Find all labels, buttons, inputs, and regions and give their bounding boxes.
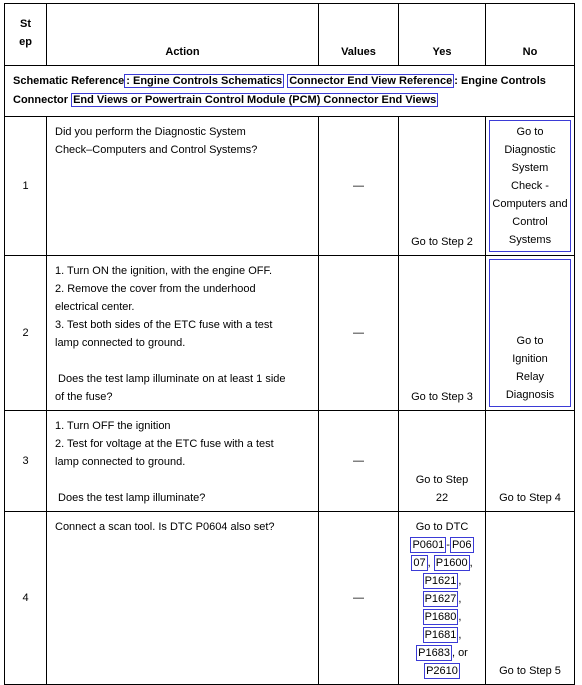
- yes-cell: [399, 256, 486, 411]
- value-cell: —: [319, 256, 399, 411]
- header-yes: Yes: [399, 4, 486, 66]
- yes-step-number: 22: [435, 492, 449, 504]
- action-line: Did you perform the Diagnostic System: [55, 126, 246, 138]
- no-cell: [486, 117, 575, 256]
- step-number: 4: [5, 512, 47, 685]
- yes-cell: [399, 117, 486, 256]
- table-row: [5, 512, 575, 685]
- yes-cell: [399, 411, 486, 512]
- value-cell: —: [319, 512, 399, 685]
- header-values: Values: [319, 4, 399, 66]
- table-row: [5, 117, 575, 256]
- question-line: Does the test lamp illuminate?: [55, 492, 206, 504]
- action-line: 2. Test for voltage at the ETC fuse with a test: [55, 438, 274, 450]
- dtc-p2610-link[interactable]: P2610: [426, 665, 458, 677]
- dtc-p0607-link-part1[interactable]: P06: [451, 539, 472, 551]
- dtc-p0607-link-part2[interactable]: 07: [413, 557, 426, 569]
- action-line: lamp connected to ground.: [55, 337, 186, 349]
- step-number: 1: [5, 117, 47, 256]
- yes-text: Go to Step 3: [411, 391, 473, 403]
- dtc-p1683-link[interactable]: P1683: [418, 647, 450, 659]
- table-row: [5, 411, 575, 512]
- header-no: No: [486, 4, 575, 66]
- yes-text: Go to Step 2: [411, 236, 473, 248]
- reference-row: [5, 66, 575, 117]
- action-line: 1. Turn ON the ignition, with the engine OFF.: [55, 265, 273, 277]
- header-row: [5, 4, 575, 66]
- value-cell: —: [319, 117, 399, 256]
- step-number: 3: [5, 411, 47, 512]
- action-cell: [47, 512, 319, 685]
- action-line: electrical center.: [55, 301, 135, 313]
- dtc-p1621-link[interactable]: P1621: [424, 575, 457, 587]
- yes-cell: Go to DTC P0601 - P06 07 , P1600 , P1621 , P1627 , P1680 , P1681 , P1683 , or P2610: [399, 512, 486, 685]
- end-views-link[interactable]: End Views or Powertrain Control Module (PCM) Connector End Views: [73, 94, 437, 106]
- no-text: Go to Step 5: [499, 665, 561, 677]
- question-line: of the fuse?: [55, 391, 113, 403]
- yes-prefix: Go to DTC: [415, 521, 469, 533]
- action-line: Check–Computers and Control Systems?: [55, 144, 258, 156]
- no-cell: [486, 512, 575, 685]
- no-cell: [486, 256, 575, 411]
- no-cell: [486, 411, 575, 512]
- engine-controls-schematics-link[interactable]: : Engine Controls Schematics: [126, 75, 283, 87]
- action-line: 1. Turn OFF the ignition: [55, 420, 171, 432]
- dtc-p1600-link[interactable]: P1600: [435, 557, 468, 569]
- dtc-p1627-link[interactable]: P1627: [424, 593, 457, 605]
- action-cell: [47, 256, 319, 411]
- dtc-p0601-link[interactable]: P0601: [412, 539, 445, 551]
- diagnostic-table: [4, 3, 575, 685]
- connector-end-view-reference-link[interactable]: Connector End View Reference: [289, 75, 453, 87]
- dtc-p1680-link[interactable]: P1680: [424, 611, 457, 623]
- no-text: Go to Step 4: [499, 492, 561, 504]
- or-text: , or: [451, 647, 468, 659]
- schematic-reference-label: Schematic Reference: [13, 75, 125, 87]
- diagnostic-system-check-link[interactable]: Go to Diagnostic System Check - Computers and Control Systems: [489, 120, 571, 252]
- table-row: [5, 256, 575, 411]
- action-line: Connect a scan tool. Is DTC P0604 also set?: [55, 521, 275, 533]
- value-cell: —: [319, 411, 399, 512]
- ignition-relay-diagnosis-link[interactable]: Go to Ignition Relay Diagnosis: [489, 259, 571, 407]
- header-step: St ep: [5, 4, 47, 66]
- action-line: 2. Remove the cover from the underhood: [55, 283, 256, 295]
- action-line: lamp connected to ground.: [55, 456, 186, 468]
- step-number: 2: [5, 256, 47, 411]
- reference-cell: [5, 66, 575, 117]
- engine-controls-connector-text: : Engine Controls Connector: [13, 75, 546, 106]
- dtc-p1681-link[interactable]: P1681: [424, 629, 457, 641]
- yes-text: Go to Step: [415, 474, 469, 486]
- action-line: 3. Test both sides of the ETC fuse with a test: [55, 319, 273, 331]
- action-cell: [47, 411, 319, 512]
- action-cell: [47, 117, 319, 256]
- header-action: Action: [47, 4, 319, 66]
- question-line: Does the test lamp illuminate on at least 1 side: [55, 373, 286, 385]
